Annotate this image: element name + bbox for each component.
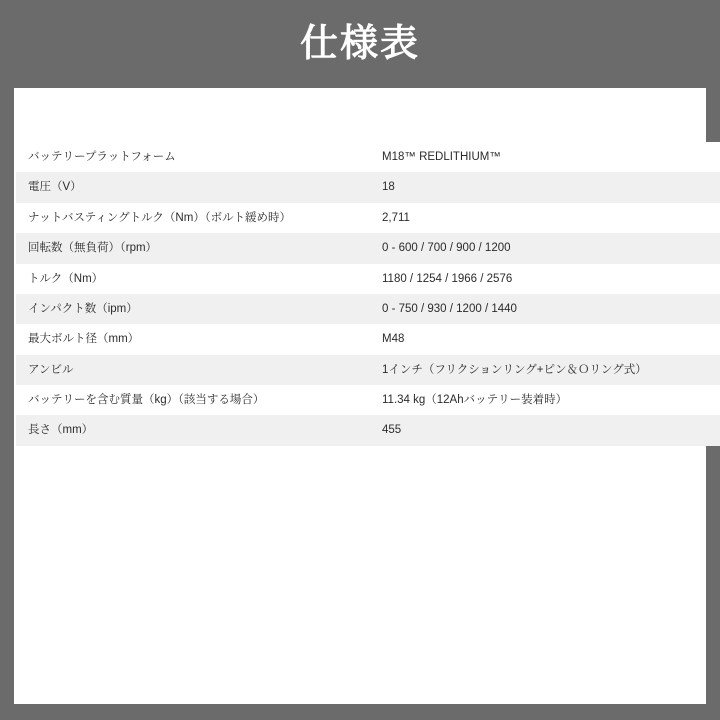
table-row [16,203,720,233]
specification-table [16,142,720,446]
table-row [16,415,720,445]
spec-label: ナットバスティングトルク（Nm）（ボルト緩め時） [16,203,370,233]
table-row [16,294,720,324]
spec-value: 455 [370,415,720,445]
table-row [16,355,720,385]
page-title: 仕様表 [299,23,420,65]
spec-value: 11.34 kg（12Ahバッテリー装着時） [370,385,720,415]
page-header [0,0,720,88]
spec-label: インパクト数（ipm） [16,294,370,324]
spec-value: 0 - 750 / 930 / 1200 / 1440 [370,294,720,324]
spec-value: 2,711 [370,203,720,233]
table-row [16,172,720,202]
table-row [16,324,720,354]
spec-label: 最大ボルト径（mm） [16,324,370,354]
spec-label: 回転数（無負荷）（rpm） [16,233,370,263]
table-row [16,385,720,415]
spec-label: バッテリープラットフォーム [16,142,370,172]
spec-label: アンビル [16,355,370,385]
spec-value: 0 - 600 / 700 / 900 / 1200 [370,233,720,263]
spec-label: トルク（Nm） [16,264,370,294]
spec-label: バッテリーを含む質量（kg）（該当する場合） [16,385,370,415]
spec-value: 1インチ（フリクションリング+ピン＆Ｏリング式） [370,355,720,385]
spec-label: 長さ（mm） [16,415,370,445]
spec-value: M18™ REDLITHIUM™ [370,142,720,172]
spec-value: M48 [370,324,720,354]
table-row [16,142,720,172]
spec-label: 電圧（V） [16,172,370,202]
spec-value: 1180 / 1254 / 1966 / 2576 [370,264,720,294]
specification-table-body [16,142,720,446]
spec-value: 18 [370,172,720,202]
table-row [16,233,720,263]
table-row [16,264,720,294]
